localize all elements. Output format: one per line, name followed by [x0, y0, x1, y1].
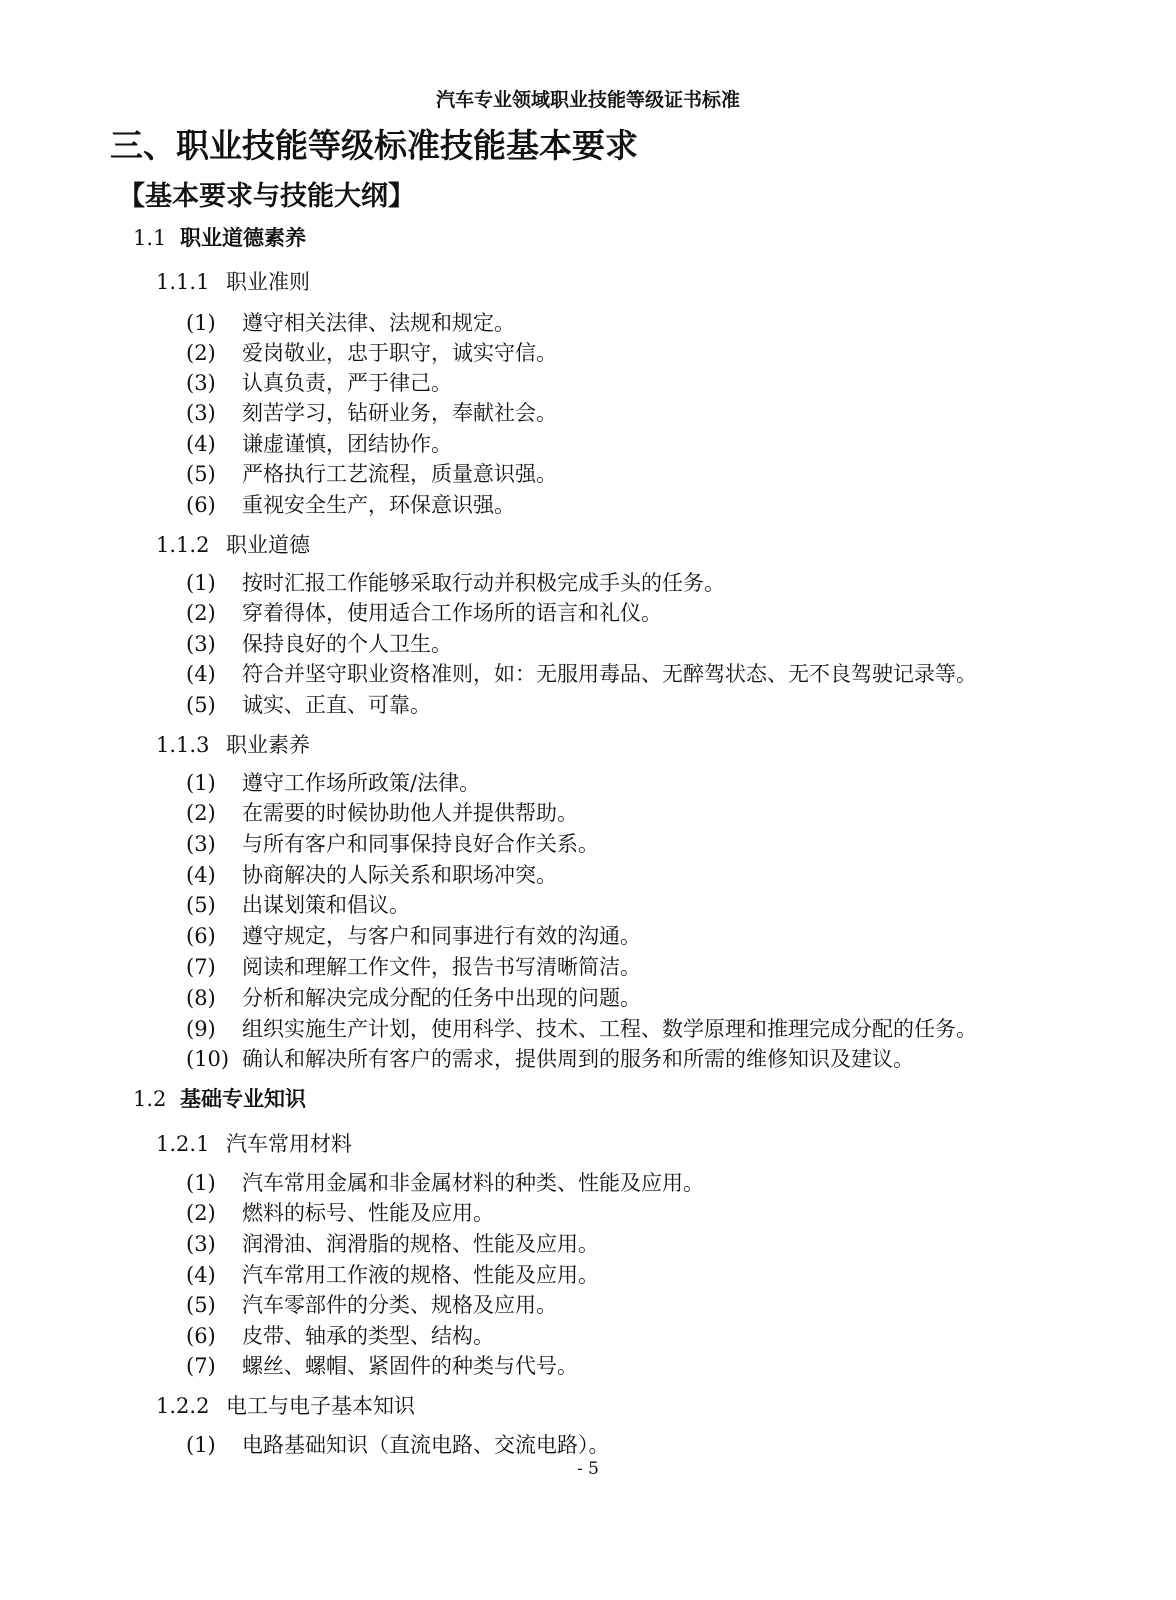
list-item — [186, 1431, 610, 1459]
item-number: (4) — [186, 662, 216, 686]
item-text: 润滑油、润滑脂的规格、性能及应用。 — [242, 1232, 599, 1256]
subsection-title: 职业准则 — [226, 270, 310, 294]
item-text: 皮带、轴承的类型、结构。 — [242, 1324, 494, 1348]
subsection-title: 职业素养 — [226, 733, 310, 757]
item-number: (2) — [186, 801, 216, 825]
item-number: (7) — [186, 955, 216, 979]
item-text: 协商解决的人际关系和职场冲突。 — [242, 863, 557, 887]
item-number: (6) — [186, 493, 216, 517]
item-number: (5) — [186, 693, 216, 717]
list-item — [186, 1322, 494, 1350]
item-number: (5) — [186, 893, 216, 917]
item-number: (8) — [186, 986, 216, 1010]
subsection-1-1-2 — [156, 531, 310, 559]
item-number: (1) — [186, 1171, 216, 1195]
item-text: 认真负责，严于律己。 — [242, 371, 452, 395]
item-text: 爱岗敬业，忠于职守，诚实守信。 — [242, 341, 557, 365]
section-1-1 — [133, 224, 306, 252]
item-text: 汽车零部件的分类、规格及应用。 — [242, 1293, 557, 1317]
list-item — [186, 339, 557, 367]
subsection-number: 1.1.2 — [156, 533, 210, 557]
subsection-title: 电工与电子基本知识 — [226, 1394, 415, 1418]
list-item — [186, 460, 557, 488]
item-text: 遵守工作场所政策/法律。 — [242, 771, 481, 795]
list-item — [186, 861, 557, 889]
section-number: 1.1 — [133, 226, 167, 250]
running-header: 汽车专业领域职业技能等级证书标准 — [435, 89, 740, 111]
item-text: 汽车常用金属和非金属材料的种类、性能及应用。 — [242, 1171, 704, 1195]
list-item — [186, 430, 452, 458]
item-text: 燃料的标号、性能及应用。 — [242, 1201, 494, 1225]
list-item — [186, 984, 641, 1012]
subsection-number: 1.2.2 — [156, 1394, 210, 1418]
item-number: (5) — [186, 462, 216, 486]
item-text: 出谋划策和倡议。 — [242, 893, 410, 917]
item-text: 符合并坚守职业资格准则，如：无服用毒品、无醉驾状态、无不良驾驶记录等。 — [242, 662, 977, 686]
subsection-title: 汽车常用材料 — [226, 1132, 352, 1156]
item-number: (1) — [186, 571, 216, 595]
subsection-1-1-1 — [156, 268, 310, 296]
list-item — [186, 1169, 704, 1197]
list-item — [186, 660, 977, 688]
item-number: (3) — [186, 632, 216, 656]
item-text: 刻苦学习，钻研业务，奉献社会。 — [242, 401, 557, 425]
subsection-1-2-2 — [156, 1392, 415, 1420]
list-item — [186, 830, 599, 858]
list-item — [186, 1230, 599, 1258]
item-number: (3) — [186, 371, 216, 395]
subsection-number: 1.2.1 — [156, 1132, 210, 1156]
item-number: (4) — [186, 1263, 216, 1287]
list-item — [186, 922, 641, 950]
item-text: 诚实、正直、可靠。 — [242, 693, 431, 717]
list-item — [186, 691, 431, 719]
subsection-number: 1.1.1 — [156, 270, 210, 294]
subsection-number: 1.1.3 — [156, 733, 210, 757]
section-1-2 — [133, 1085, 306, 1113]
item-number: (2) — [186, 1201, 216, 1225]
list-item — [186, 1045, 914, 1073]
list-item — [186, 769, 480, 797]
item-number: (2) — [186, 601, 216, 625]
chapter-title: 三、职业技能等级标准技能基本要求 — [110, 126, 638, 165]
item-number: (6) — [186, 1324, 216, 1348]
list-item — [186, 1261, 599, 1289]
list-item — [186, 799, 578, 827]
section-title: 职业道德素养 — [180, 226, 306, 250]
subsection-1-2-1 — [156, 1130, 352, 1158]
list-item — [186, 1352, 578, 1380]
item-number: (5) — [186, 1293, 216, 1317]
item-number: (2) — [186, 341, 216, 365]
item-text: 重视安全生产，环保意识强。 — [242, 493, 515, 517]
item-text: 保持良好的个人卫生。 — [242, 632, 452, 656]
list-item — [186, 399, 557, 427]
item-text: 穿着得体，使用适合工作场所的语言和礼仪。 — [242, 601, 662, 625]
item-number: (3) — [186, 401, 216, 425]
list-item — [186, 491, 515, 519]
section-number: 1.2 — [133, 1087, 167, 1111]
item-number: (1) — [186, 1433, 216, 1457]
item-text: 确认和解决所有客户的需求，提供周到的服务和所需的维修知识及建议。 — [242, 1047, 914, 1071]
list-item — [186, 1015, 977, 1043]
list-item — [186, 369, 452, 397]
item-text: 按时汇报工作能够采取行动并积极完成手头的任务。 — [242, 571, 725, 595]
list-item — [186, 1291, 557, 1319]
list-item — [186, 953, 641, 981]
item-number: (3) — [186, 832, 216, 856]
list-item — [186, 599, 662, 627]
list-item — [186, 569, 725, 597]
item-text: 组织实施生产计划，使用科学、技术、工程、数学原理和推理完成分配的任务。 — [242, 1017, 977, 1041]
item-text: 汽车常用工作液的规格、性能及应用。 — [242, 1263, 599, 1287]
item-text: 螺丝、螺帽、紧固件的种类与代号。 — [242, 1354, 578, 1378]
item-number: (7) — [186, 1354, 216, 1378]
subsection-title: 职业道德 — [226, 533, 310, 557]
item-number: (1) — [186, 311, 216, 335]
item-number: (4) — [186, 863, 216, 887]
item-text: 分析和解决完成分配的任务中出现的问题。 — [242, 986, 641, 1010]
item-text: 电路基础知识（直流电路、交流电路）。 — [242, 1433, 610, 1457]
item-number: (1) — [186, 771, 216, 795]
subsection-1-1-3 — [156, 731, 310, 759]
item-number: (4) — [186, 432, 216, 456]
item-number: (3) — [186, 1232, 216, 1256]
list-item — [186, 891, 410, 919]
item-text: 在需要的时候协助他人并提供帮助。 — [242, 801, 578, 825]
item-text: 遵守规定，与客户和同事进行有效的沟通。 — [242, 924, 641, 948]
item-text: 与所有客户和同事保持良好合作关系。 — [242, 832, 599, 856]
item-number: (10) — [186, 1047, 230, 1071]
item-text: 谦虚谨慎，团结协作。 — [242, 432, 452, 456]
item-text: 阅读和理解工作文件，报告书写清晰简洁。 — [242, 955, 641, 979]
list-item — [186, 630, 452, 658]
item-text: 严格执行工艺流程，质量意识强。 — [242, 462, 557, 486]
item-number: (6) — [186, 924, 216, 948]
list-item — [186, 309, 515, 337]
section-heading: 【基本要求与技能大纲】 — [118, 181, 415, 212]
page-number: - 5 — [577, 1459, 599, 1479]
item-text: 遵守相关法律、法规和规定。 — [242, 311, 515, 335]
item-number: (9) — [186, 1017, 216, 1041]
list-item — [186, 1199, 494, 1227]
section-title: 基础专业知识 — [180, 1087, 306, 1111]
